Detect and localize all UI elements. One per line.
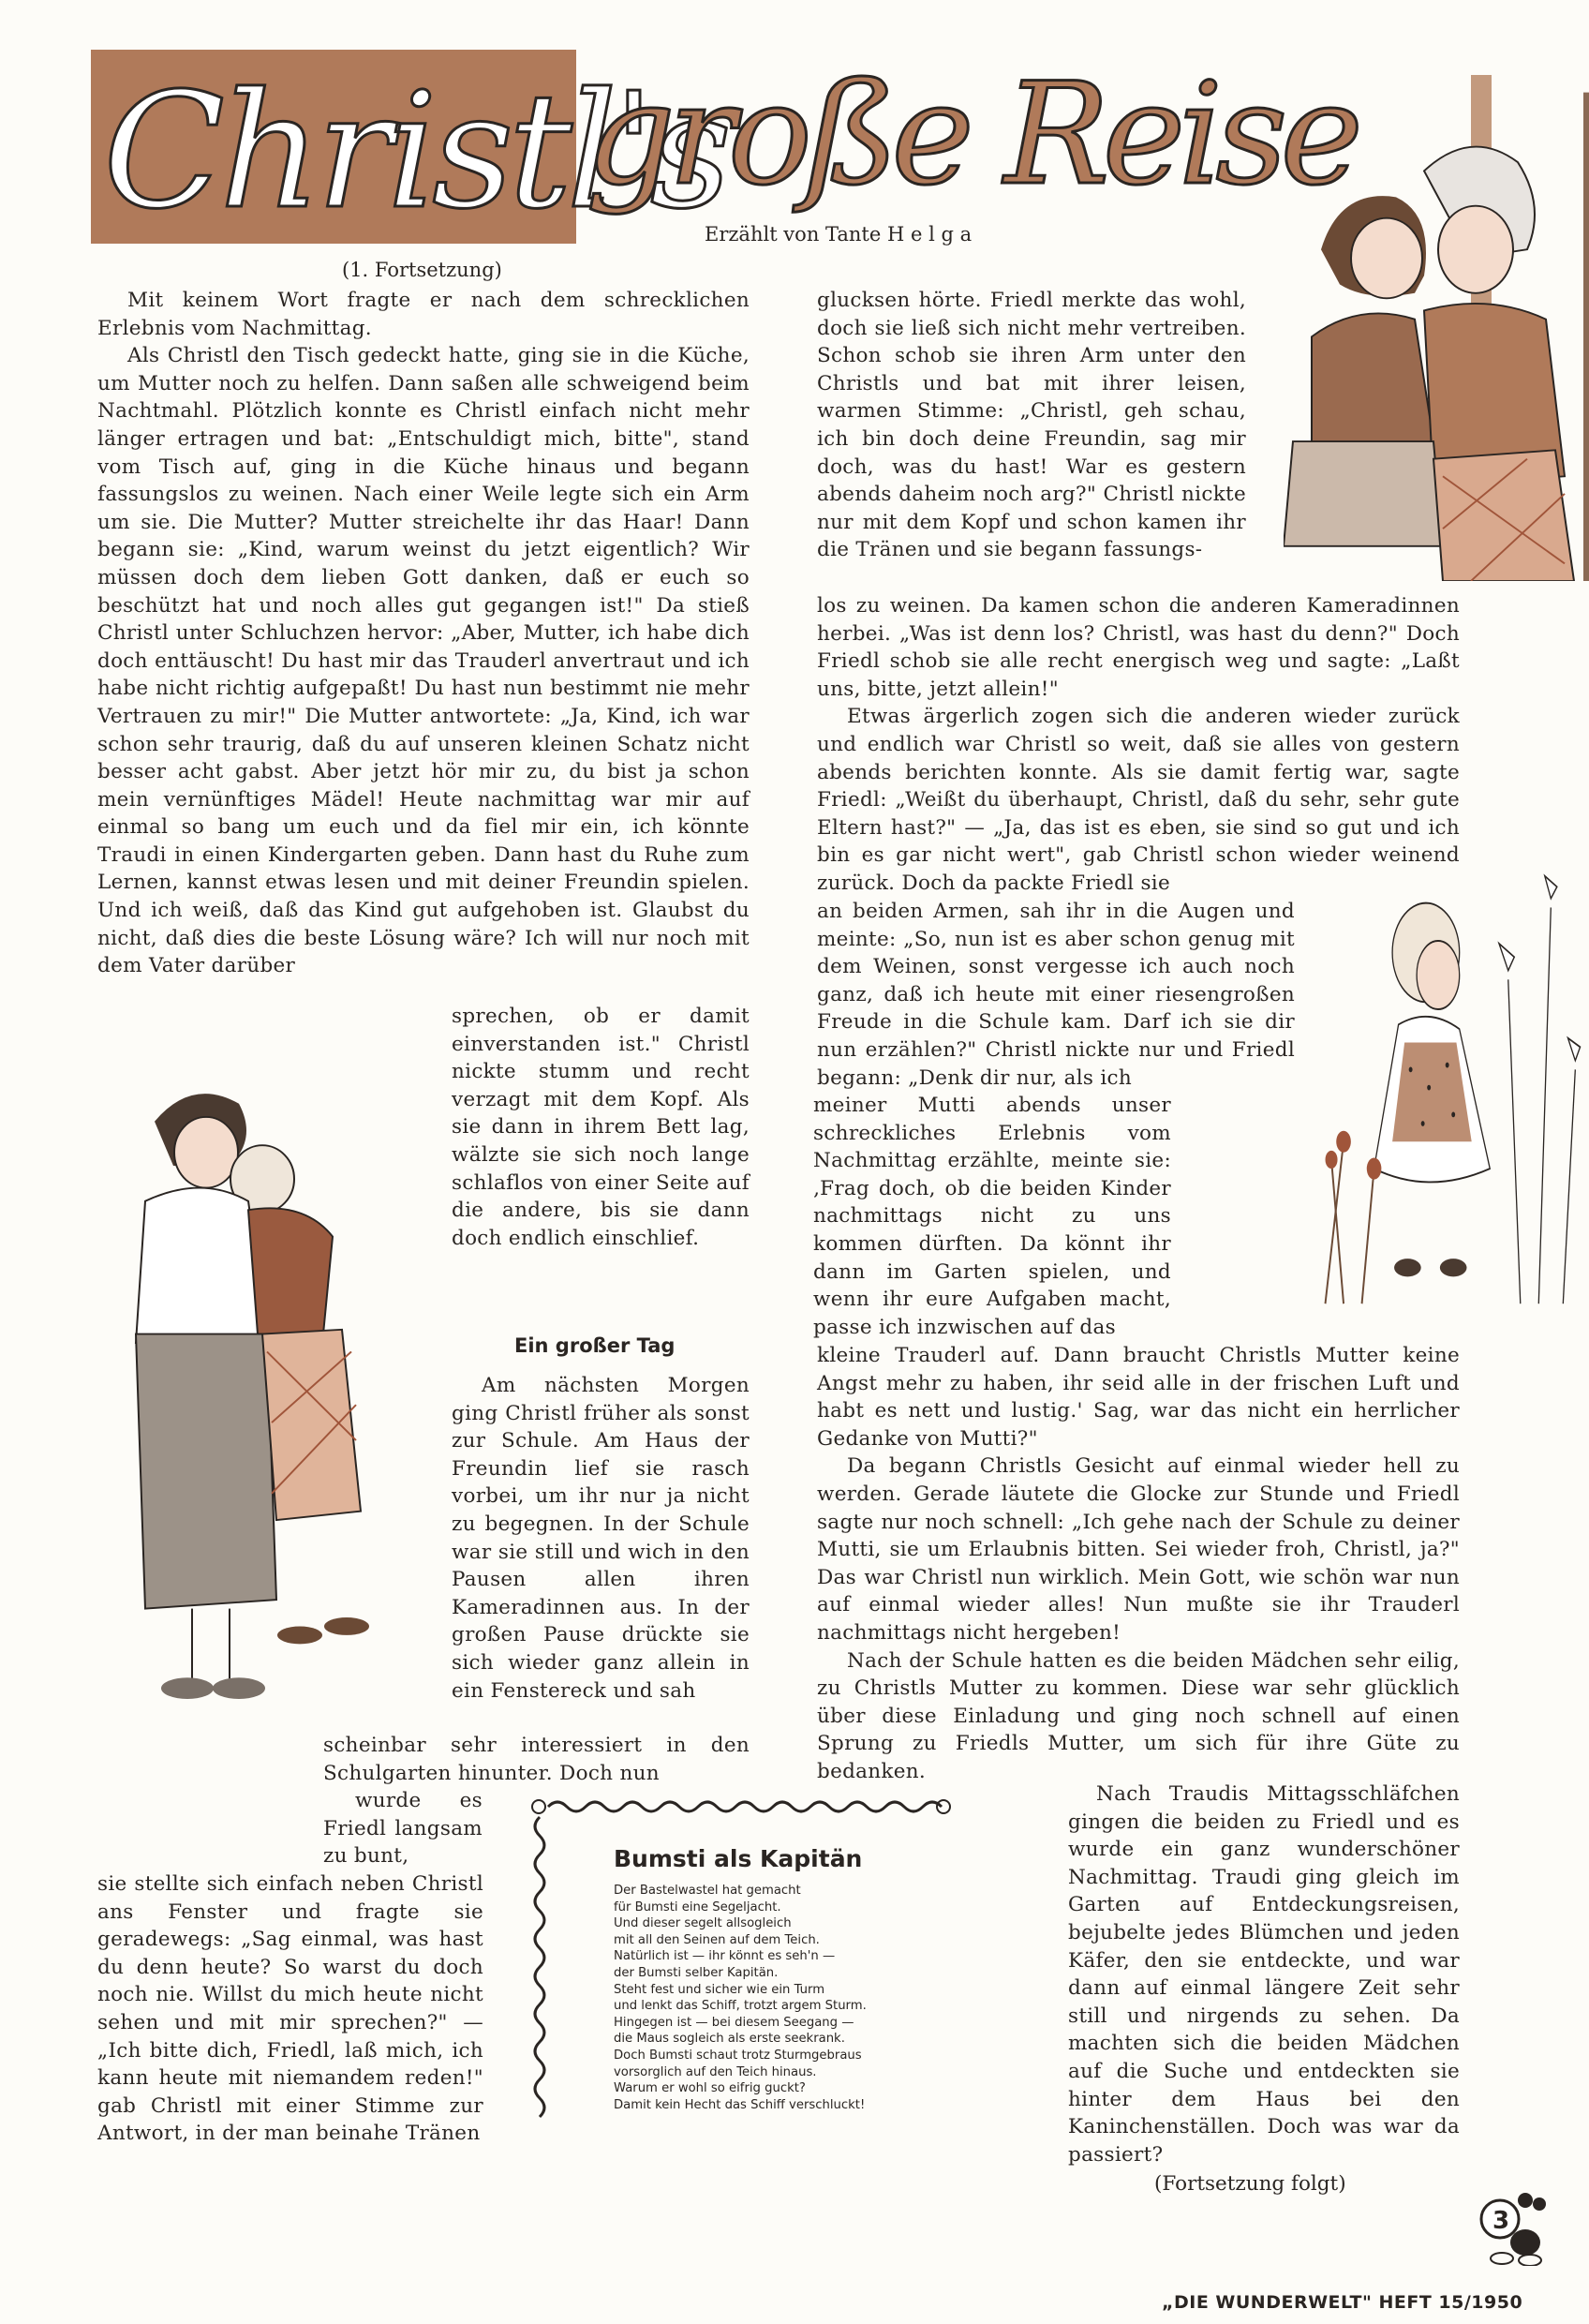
paragraph: Nach der Schule hatten es die beiden Mädchen sehr eilig, zu Christls Mutter zu kommen. Diese war sehr glücklich über diese Einladung und ging noch schnell auf einen Sprung zu Friedls Mutter, um sich für ihre Güte zu bedanken.: [817, 1648, 1460, 1783]
poem-line: Doch Bumsti schaut trotz Sturmgebraus: [614, 2048, 862, 2063]
page-number-mouse-icon: [1474, 2191, 1549, 2266]
right-text-block-4: [817, 1342, 1460, 1786]
poem-line: Hingegen ist — bei diesem Seegang —: [614, 2015, 854, 2030]
poem-line: Der Bastelwastel hat gemacht: [614, 1884, 801, 1898]
right-text-block-2: [817, 592, 1460, 898]
left-text-block-1: [97, 287, 750, 980]
illustration-girl-with-flowers: [1307, 872, 1588, 1331]
poem-line: Und dieser segelt allsogleich: [614, 1916, 792, 1931]
poem-line: für Bumsti eine Segeljacht.: [614, 1899, 781, 1914]
paragraph: Als Christl den Tisch gedeckt hatte, ging sie in die Küche, um Mutter noch zu helfen. Dann saßen alle schweigend beim Nachtmahl. Plötzlich konnte es Christl einfach nicht mehr länger ertragen und bat: „Entschuldigt mich, bitte", stand vom Tisch auf, ging in die Küche hinaus und begann fassungslos zu weinen. Nach einer Weile legte sich ein Arm um sie. Die Mutter? Mutter streichelte ihr das Haar! Dann begann sie: „Kind, warum weinst du jetzt eigentlich? Wir müssen doch dem lieben Gott danken, daß er euch so beschützt hat und noch alles gut gegangen ist!" Da stieß Christl unter Schluchzen hervor: „Aber, Mutter, ich habe dich doch enttäuscht! Du hast mir das Trauderl anvertraut und ich habe nicht richtig aufgepaßt! Du hast nun bestimmt nie mehr Vertrauen zu mir!" Die Mutter antwortete: „Ja, Kind, ich war schon sehr traurig, daß du auf unseren kleinen Schatz nicht besser acht gabst. Aber jetzt hör mir zu, du bist ja schon mein vernünftiges Mädel! Heute nachmittag war mir auf einmal so bang um euch und da fiel mir ein, ich könnte Traudi in einen Kindergarten geben. Dann hast du Ruhe zum Lernen, kannst etwas lesen und mit deiner Freundin spielen. Und ich weiß, daß das Kind gut aufgehoben ist. Glaubst du nicht, daß dies die beste Lösung wäre? Ich will nur noch mit dem Vater darüber: [97, 344, 750, 978]
right-text-block-3b: [813, 1092, 1171, 1341]
paragraph: sie stellte sich einfach neben Christl ans Fenster und fragte sie geradewegs: „Sag einmal, was hast du denn heute? So warst du doch noch nie. Willst du mich heute nicht sehen und mit mir sprechen?" — „Ich bitte dich, Friedl, laß mich, ich kann heute mit niemandem reden!" gab Christl mit einer Stimme zur Antwort, in der man beinahe Tränen: [97, 1872, 483, 2146]
poem-line: die Maus sogleich als erste seekrank.: [614, 2032, 845, 2047]
paragraph: Mit keinem Wort fragte er nach dem schrecklichen Erlebnis vom Nachmittag.: [97, 289, 750, 340]
paragraph: glucksen hörte. Friedl merkte das wohl, doch sie ließ sich nicht mehr vertreiben. Schon schob sie ihren Arm unter den Christls und bat mit ihrer leisen, warmen Stimme: „Christl, geh schau, ich bin doch deine Freundin, sag mir doch, was du hast! War es gestern abends daheim noch arg?" Christl nickte nur mit dem Kopf und schon kamen ihr die Tränen und sie begann fassungs-: [817, 289, 1246, 562]
poem-line: der Bumsti selber Kapitän.: [614, 1965, 779, 1980]
right-text-block-3a: [817, 898, 1295, 1092]
byline: Erzählt von Tante H e l g a: [705, 223, 973, 246]
left-text-block-3: [452, 1372, 750, 1705]
ornamental-border-left: [529, 1796, 550, 2139]
poem-line: und lenkt das Schiff, trotzt argem Sturm.: [614, 1999, 867, 2014]
paragraph: meiner Mutti abends unser schreckliches Erlebnis vom Nachmittag erzählte, meinte sie: ‚Frag doch, ob die beiden Kinder nachmittags nicht zu uns kommen dürften. Da könnt ihr dann im Garten spielen, und wenn ihr eure Aufgaben macht, passe ich inzwischen auf das: [813, 1094, 1171, 1339]
paragraph: kleine Trauderl auf. Dann braucht Christls Mutter keine Angst mehr zu haben, ihr seid alle in der frischen Luft und habt es nett und lustig.' Sag, war das nicht ein herrlicher Gedanke von Mutti?": [817, 1344, 1460, 1451]
illustration-mother-and-child: [89, 1068, 436, 1715]
page-number: 3: [1492, 2207, 1510, 2235]
title-part1: Christl's: [103, 59, 727, 244]
illustration-two-girls: [1284, 75, 1589, 581]
paragraph: Nach Traudis Mittagsschläfchen gingen die beiden zu Friedl und es wurde ein ganz wunderschöner Nachmittag. Traudi ging gleich im Garten auf Entdeckungsreisen, bejubelte jedes Blümchen und jeden Käfer, den sie entdeckte, und war dann auf einmal längere Zeit sehr still und nirgends zu sehen. Da machten sich die beiden Mädchen auf die Suche und entdeckten sie hinter dem Haus bei den Kaninchenställen. Doch was war da passiert?: [1068, 1782, 1460, 2167]
poem-box: [529, 1796, 953, 2139]
left-text-block-6: [97, 1870, 483, 2148]
paragraph: los zu weinen. Da kamen schon die anderen Kameradinnen herbei. „Was ist denn los? Christl, was hast du denn?" Doch Friedl schob sie alle recht energisch weg und sagte: „Laßt uns, bitte, jetzt allein!": [817, 594, 1460, 701]
paragraph: an beiden Armen, sah ihr in die Augen und meinte: „So, nun ist es aber schon genug mit dem Weinen, sonst vergesse ich auch noch ganz, daß ich heute mit einer riesengroßen Freude in die Schule kam. Darf ich sie dir nun erzählen?" Christl nickte nur und Friedl begann: „Denk dir nur, als ich: [817, 900, 1295, 1090]
paragraph: sprechen, ob er damit einverstanden ist." Christl nickte stumm und recht verzagt mit dem Kopf. Als sie dann in ihrem Bett lag, wälzte sie sich noch lange schlaflos von einer Seite auf die andere, bis sie dann doch endlich einschlief.: [452, 1005, 750, 1250]
poem-line: vorsorglich auf den Teich hinaus.: [614, 2064, 817, 2079]
paragraph: Am nächsten Morgen ging Christl früher als sonst zur Schule. Am Haus der Freundin lief sie rasch vorbei, um ihr nur ja nicht zu begegnen. In der Schule war sie still und wich in den Pausen allen ihren Kameradinnen aus. In der großen Pause drückte sie sich wieder ganz allein in ein Fenstereck und sah: [452, 1374, 750, 1703]
poem-line: Natürlich ist — ihr könnt es seh'n —: [614, 1949, 836, 1964]
title-part2: große Reise: [586, 53, 1357, 216]
title-lettering: [75, 19, 1443, 244]
section-heading: Ein großer Tag: [514, 1334, 676, 1357]
poem-line: Steht fest und sicher wie ein Turm: [614, 1982, 825, 1997]
right-text-block-5: [1068, 1780, 1460, 2168]
poem-title: Bumsti als Kapitän: [614, 1845, 863, 1872]
magazine-footer: „DIE WUNDERWELT" HEFT 15/1950: [1162, 2292, 1523, 2313]
paragraph: scheinbar sehr interessiert in den Schulgarten hinunter. Doch nun: [323, 1734, 750, 1785]
paragraph: Da begann Christls Gesicht auf einmal wieder hell zu werden. Gerade läutete die Glocke zur Stunde und Friedl sagte nur noch schnell: „Ich gehe nach der Schule zu deiner Mutti, sie um Erlaubnis bitten. Sei wieder froh, Christl, ja?" Das war Christl nun wirklich. Mein Gott, wie schön war nun auf einmal wieder alles! Nun mußte sie ihr Trauderl nachmittags nicht hergeben!: [817, 1454, 1460, 1645]
left-text-block-5: [323, 1787, 483, 1870]
ornamental-border-top: [529, 1796, 953, 1817]
right-text-block-1: [817, 287, 1246, 564]
poem-line: Warum er wohl so eifrig guckt?: [614, 2081, 806, 2096]
left-text-block-2: [452, 1003, 750, 1252]
paragraph: wurde es Friedl langsam zu bunt,: [323, 1789, 483, 1869]
left-text-block-4: [323, 1732, 750, 1787]
poem-line: mit all den Seinen auf dem Teich.: [614, 1932, 820, 1947]
poem-line: Damit kein Hecht das Schiff verschluckt!: [614, 2097, 866, 2112]
installment-label: (1. Fortsetzung): [342, 259, 502, 281]
poem-lines: [614, 1883, 867, 2113]
continued-note: (Fortsetzung folgt): [1154, 2172, 1346, 2196]
paragraph: Etwas ärgerlich zogen sich die anderen wieder zurück und endlich war Christl so weit, daß sie alles von gestern abends berichten konnte. Als sie damit fertig war, sagte Friedl: „Weißt du überhaupt, Christl, daß du sehr, sehr gute Eltern hast?" — „Ja, das ist es eben, sie sind so gut und ich bin es gar nicht wert", gab Christl schon wieder weinend zurück. Doch da packte Friedl sie: [817, 705, 1460, 895]
